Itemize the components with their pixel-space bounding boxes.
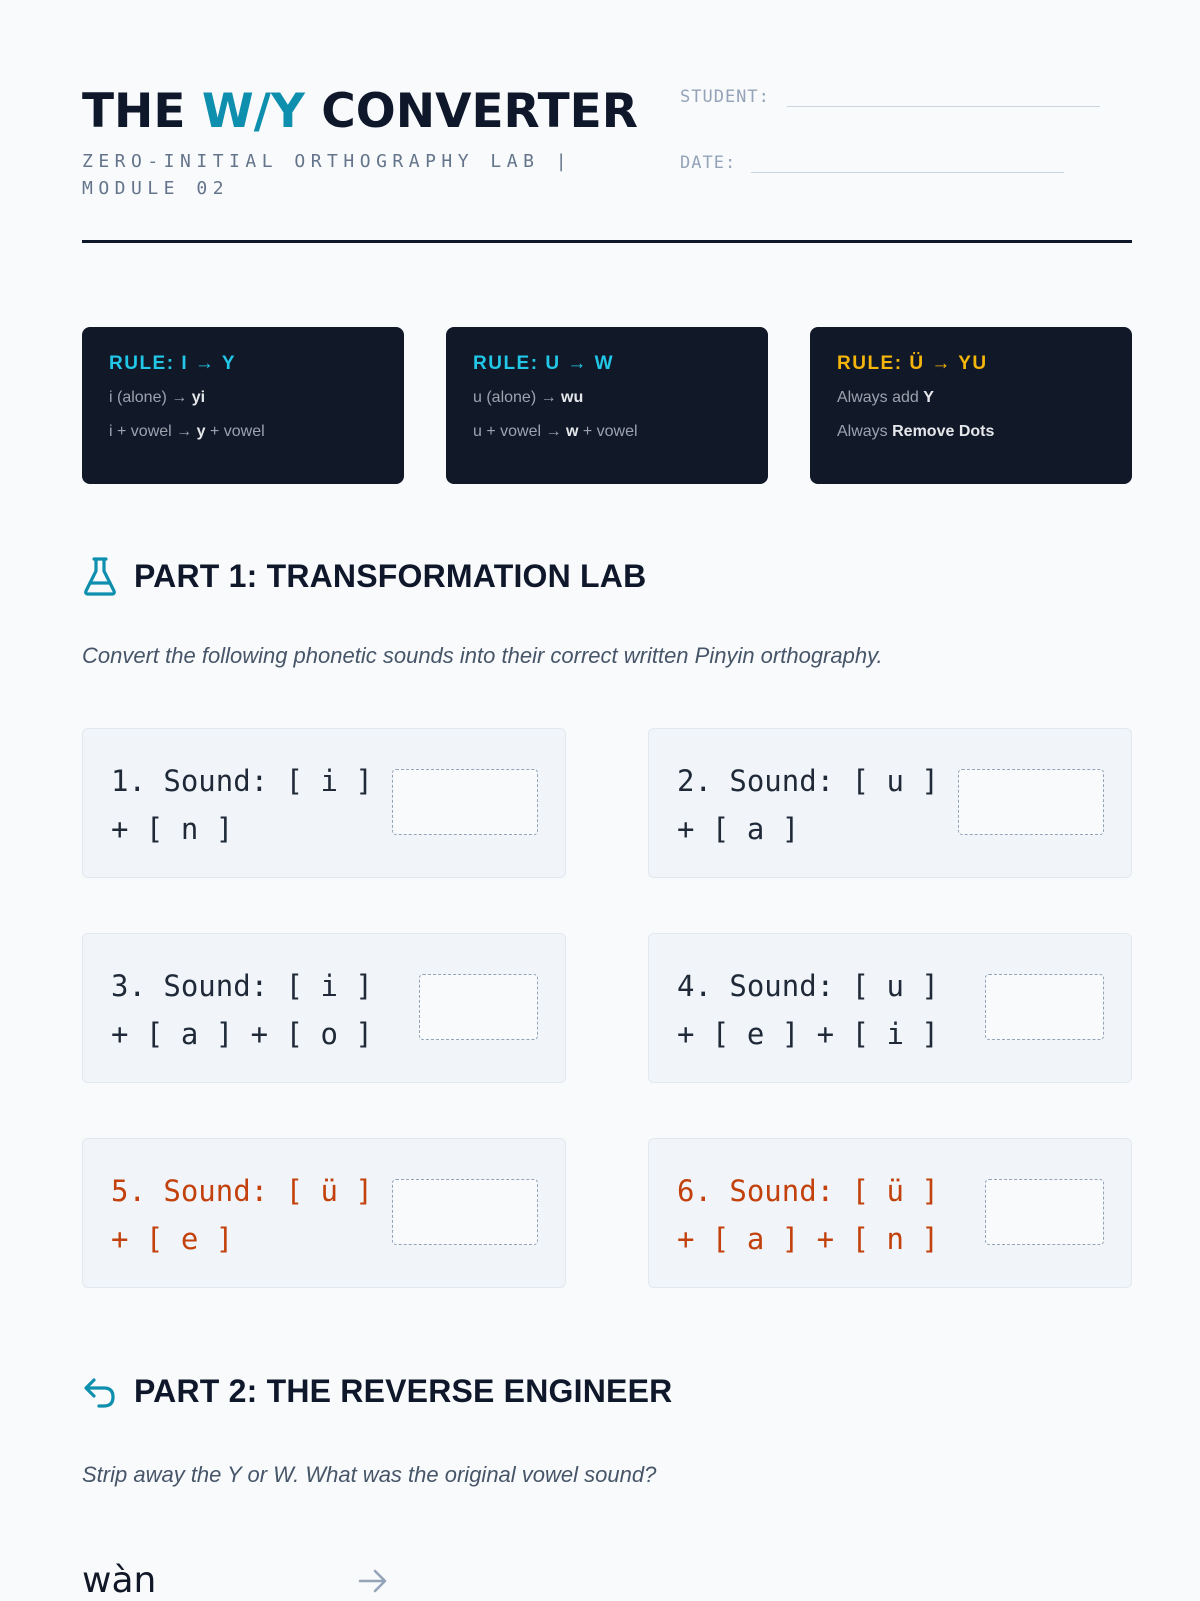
exercise-1 [82, 728, 566, 878]
page-title: THE W/Y CONVERTER [82, 84, 638, 139]
header-divider [82, 240, 1132, 243]
reverse-word: wàn [82, 1560, 157, 1601]
exercise-4 [648, 933, 1132, 1083]
undo-arrow-icon [82, 1374, 118, 1410]
student-field [680, 86, 1100, 107]
exercise-prompt: 3. Sound: [ i ] + [ a ] + [ o ] [111, 969, 373, 1051]
rule-line: u + vowel → w + vowel [473, 423, 638, 440]
rule-line: u (alone) → wu [473, 389, 584, 406]
rule-line: i (alone) → yi [109, 389, 206, 406]
flask-icon [82, 556, 118, 596]
reverse-item [82, 1560, 389, 1601]
answer-box[interactable] [419, 974, 538, 1040]
date-label: DATE: [680, 153, 737, 173]
exercise-prompt: 6. Sound: [ ü ] + [ a ] + [ n ] [677, 1174, 939, 1256]
part2-heading [82, 1373, 672, 1410]
part2-title: PART 2: THE REVERSE ENGINEER [134, 1373, 673, 1409]
title-accent: W/Y [201, 84, 305, 139]
part1-heading [82, 556, 646, 596]
part1-title: PART 1: TRANSFORMATION LAB [134, 557, 647, 594]
rule-line: i + vowel → y + vowel [109, 423, 265, 440]
rule-line: Always Remove Dots [837, 423, 995, 440]
answer-box[interactable] [392, 1179, 538, 1245]
page-subtitle: ZERO-INITIAL ORTHOGRAPHY LAB | MODULE 02 [82, 151, 573, 199]
rule-title: RULE: Ü → YU [837, 353, 988, 374]
exercise-6 [648, 1138, 1132, 1288]
exercise-2 [648, 728, 1132, 878]
part1-instructions: Convert the following phonetic sounds into their correct written Pinyin orthography. [82, 643, 883, 668]
exercise-prompt: 5. Sound: [ ü ] + [ e ] [111, 1174, 373, 1256]
rule-card-u-w [446, 327, 768, 484]
answer-box[interactable] [985, 1179, 1104, 1245]
exercise-prompt: 2. Sound: [ u ] + [ a ] [677, 764, 939, 846]
student-label: STUDENT: [680, 87, 770, 107]
student-input-line[interactable] [787, 86, 1100, 107]
date-input-line[interactable] [751, 152, 1064, 173]
answer-box[interactable] [392, 769, 538, 835]
exercise-prompt: 1. Sound: [ i ] + [ n ] [111, 764, 373, 846]
rule-title: RULE: U → W [473, 353, 615, 374]
part2-instructions: Strip away the Y or W. What was the original vowel sound? [82, 1462, 657, 1487]
date-field [680, 152, 1064, 173]
rule-line: Always add Y [837, 389, 934, 406]
exercise-prompt: 4. Sound: [ u ] + [ e ] + [ i ] [677, 969, 939, 1051]
rule-title: RULE: I → Y [109, 353, 236, 374]
rule-card-i-y [82, 327, 404, 484]
answer-box[interactable] [985, 974, 1104, 1040]
header [82, 76, 1132, 246]
exercise-3 [82, 933, 566, 1083]
answer-box[interactable] [958, 769, 1104, 835]
rule-card-u-umlaut-yu [810, 327, 1132, 484]
arrow-right-icon [357, 1567, 389, 1595]
exercise-5 [82, 1138, 566, 1288]
